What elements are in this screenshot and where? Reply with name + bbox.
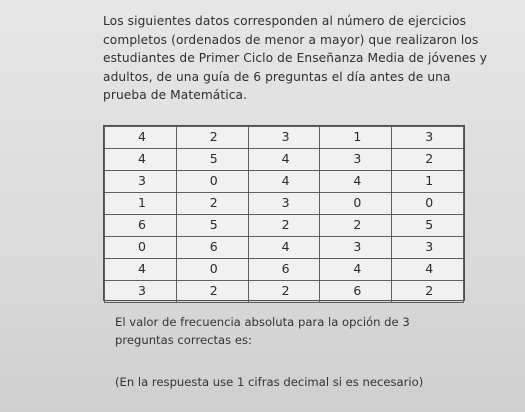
table-cell: 6 bbox=[176, 237, 248, 259]
table-row bbox=[105, 127, 464, 149]
table-row bbox=[105, 149, 464, 171]
table-cell: 3 bbox=[320, 149, 392, 171]
table-row bbox=[105, 215, 464, 237]
table-cell: 4 bbox=[248, 171, 320, 193]
table-cell: 2 bbox=[176, 281, 248, 303]
table-cell: 6 bbox=[105, 215, 177, 237]
data-table-body bbox=[105, 127, 464, 303]
table-cell: 3 bbox=[320, 237, 392, 259]
table-cell: 6 bbox=[248, 259, 320, 281]
question-prompt bbox=[115, 313, 445, 349]
table-cell: 2 bbox=[320, 215, 392, 237]
data-table bbox=[104, 126, 464, 303]
table-cell: 3 bbox=[105, 281, 177, 303]
question-prompt-text: El valor de frecuencia absoluta para la opción de 3 preguntas correctas es: bbox=[115, 315, 410, 347]
answer-instruction bbox=[115, 374, 455, 390]
table-row bbox=[105, 259, 464, 281]
table-cell: 2 bbox=[248, 215, 320, 237]
table-cell: 3 bbox=[105, 171, 177, 193]
problem-statement-text: Los siguientes datos corresponden al número de ejercicios completos (ordenados de menor a mayor) que realizaron los estudiantes de Primer Ciclo de Enseñanza Media de jóvenes y adultos, de una guía de 6 preguntas el día antes de una prueba de Matemática. bbox=[103, 14, 488, 102]
table-cell: 2 bbox=[176, 127, 248, 149]
table-cell: 4 bbox=[248, 149, 320, 171]
table-row bbox=[105, 171, 464, 193]
data-table-container bbox=[103, 125, 465, 301]
table-cell: 5 bbox=[176, 215, 248, 237]
answer-instruction-text: (En la respuesta use 1 cifras decimal si es necesario) bbox=[115, 375, 424, 389]
table-cell: 2 bbox=[392, 149, 464, 171]
table-cell: 5 bbox=[176, 149, 248, 171]
table-cell: 2 bbox=[248, 281, 320, 303]
table-cell: 0 bbox=[176, 259, 248, 281]
table-cell: 0 bbox=[392, 193, 464, 215]
table-cell: 3 bbox=[248, 127, 320, 149]
table-cell: 3 bbox=[392, 127, 464, 149]
table-cell: 4 bbox=[105, 149, 177, 171]
table-cell: 0 bbox=[176, 171, 248, 193]
table-cell: 0 bbox=[105, 237, 177, 259]
table-cell: 6 bbox=[320, 281, 392, 303]
table-cell: 4 bbox=[320, 259, 392, 281]
table-cell: 4 bbox=[248, 237, 320, 259]
table-cell: 3 bbox=[392, 237, 464, 259]
problem-statement bbox=[103, 12, 498, 105]
table-cell: 1 bbox=[105, 193, 177, 215]
table-cell: 5 bbox=[392, 215, 464, 237]
table-cell: 4 bbox=[105, 127, 177, 149]
table-cell: 4 bbox=[320, 171, 392, 193]
table-cell: 0 bbox=[320, 193, 392, 215]
table-cell: 2 bbox=[176, 193, 248, 215]
table-cell: 1 bbox=[320, 127, 392, 149]
table-cell: 4 bbox=[105, 259, 177, 281]
table-cell: 2 bbox=[392, 281, 464, 303]
table-row bbox=[105, 237, 464, 259]
table-row bbox=[105, 193, 464, 215]
table-cell: 1 bbox=[392, 171, 464, 193]
table-cell: 3 bbox=[248, 193, 320, 215]
table-row bbox=[105, 281, 464, 303]
table-cell: 4 bbox=[392, 259, 464, 281]
